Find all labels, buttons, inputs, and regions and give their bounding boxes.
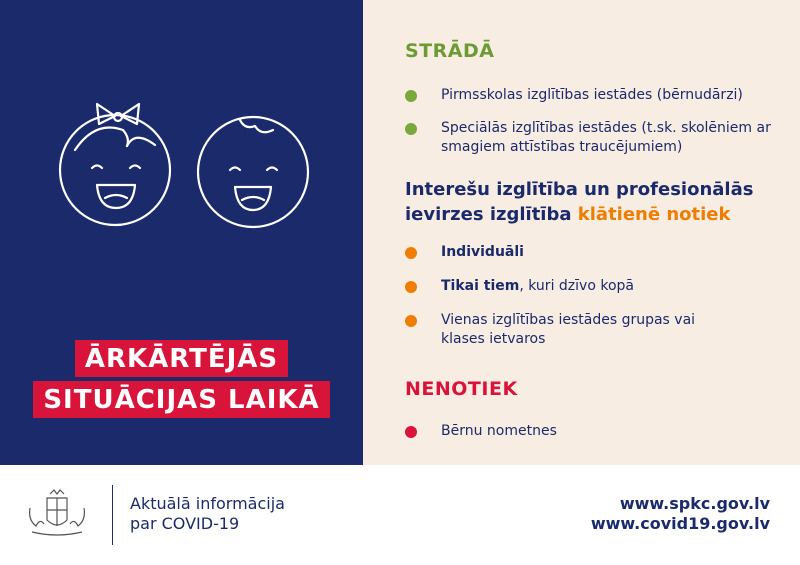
orange-bullet-icon [405,247,417,259]
latvia-coat-of-arms-icon [22,488,92,538]
footer-divider [112,485,113,545]
orange-bullet-icon [405,281,417,293]
link-covid19[interactable]: www.covid19.gov.lv [590,514,770,533]
footer-websites [591,494,770,534]
green-bullet-icon [405,90,417,102]
banner-line-1: ĀRKĀRTĒJĀS [0,340,363,377]
section-working-title: STRĀDĀ [405,40,495,62]
footer-info: Aktuālā informācija par COVID-19 [130,494,285,533]
green-bullet-icon [405,123,417,135]
link-spkc[interactable]: www.spkc.gov.lv [619,494,770,513]
banner-line-2: SITUĀCIJAS LAIKĀ [0,381,363,418]
section-interest-title: Interešu izglītība un profesionālās ievirzes izglītība klātienē notiek [405,179,754,225]
orange-bullet-icon [405,315,417,327]
red-bullet-icon [405,426,417,438]
section-not-happening-title: NENOTIEK [405,378,518,400]
children-faces-icon [45,90,325,230]
left-panel [0,0,363,465]
